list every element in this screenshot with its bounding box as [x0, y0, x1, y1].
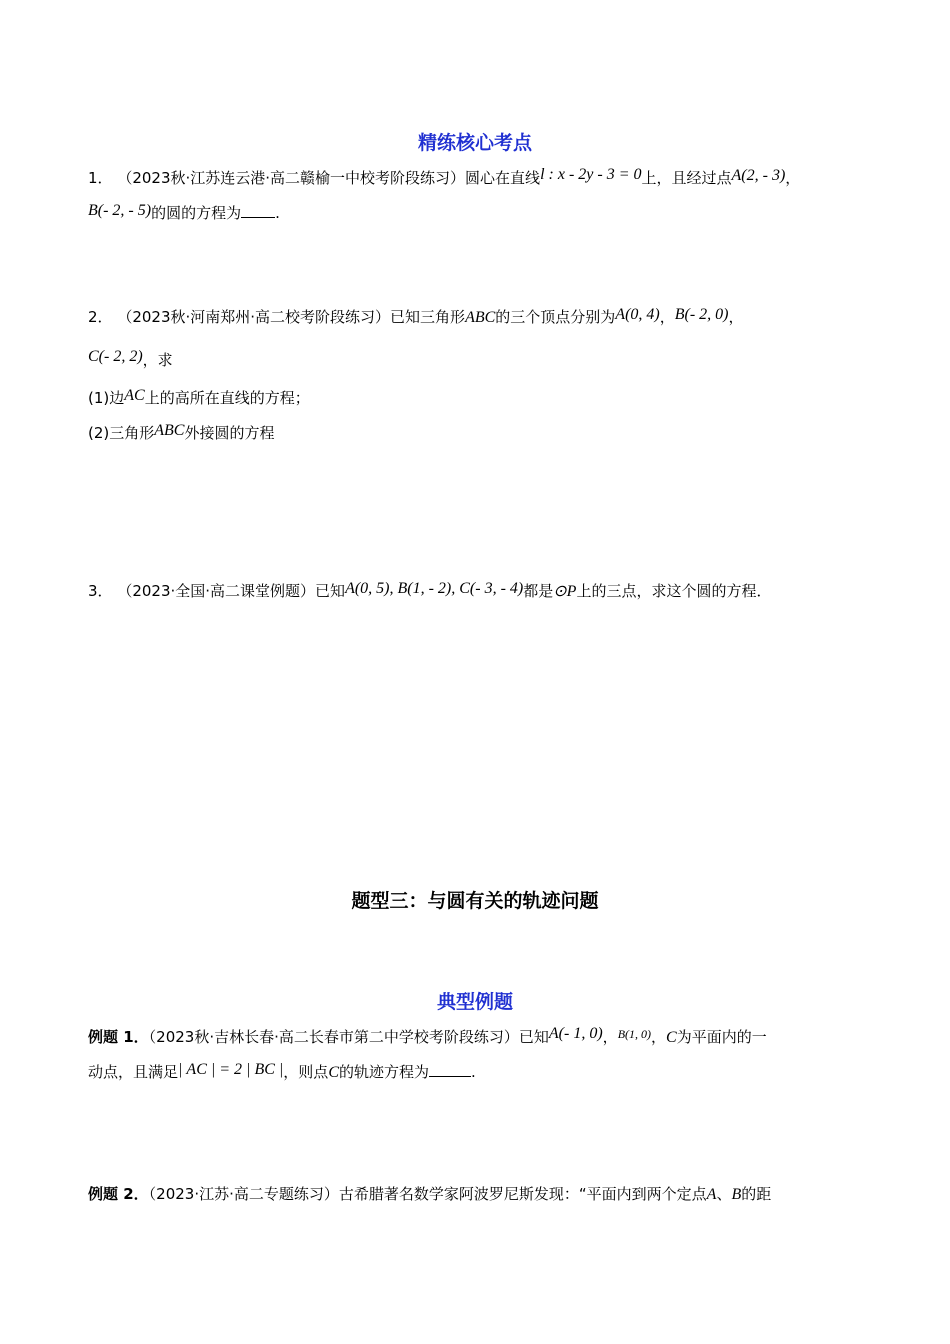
- question-2-point-c: C(- 2, 2): [88, 348, 143, 365]
- question-3-points: A(0, 5), B(1, - 2), C(- 3, - 4): [345, 580, 524, 597]
- question-2-part-1-b: 上的高所在直线的方程；: [144, 389, 310, 407]
- question-1-end: .: [275, 204, 280, 222]
- question-2-part-1: [88, 388, 310, 409]
- example-1-label: 例题 1．: [88, 1028, 149, 1046]
- question-2-line-1: [88, 307, 744, 328]
- question-2-sep-1: ，: [659, 308, 675, 326]
- section-heading-type-3: 题型三：与圆有关的轨迹问题: [351, 890, 599, 912]
- question-1-text-a: 圆心在直线: [465, 169, 541, 187]
- example-1-text-d: ，则点: [283, 1063, 329, 1081]
- question-1-number: 1．: [88, 169, 113, 187]
- question-2-source: （2023秋·河南郑州·高二校考阶段练习）: [117, 308, 391, 326]
- question-1-text-b: 上，且经过点: [641, 169, 732, 187]
- question-2-part-2-abc: ABC: [154, 422, 185, 439]
- example-1-text-b: 为平面内的一: [676, 1028, 767, 1046]
- example-2-text-a: 古希腊著名数学家阿波罗尼斯发现：“平面内到两个定点: [338, 1185, 707, 1203]
- question-2-line-2: [88, 350, 173, 371]
- question-2-part-1-a: (1)边: [88, 389, 125, 407]
- question-2-part-1-ac: AC: [124, 387, 145, 404]
- question-2-text-b: 的三个顶点分别为: [495, 308, 616, 326]
- question-1-answer-blank: [241, 205, 275, 218]
- question-1-point-b: B(- 2, - 5): [88, 202, 152, 219]
- example-2-point-b: B: [731, 1186, 742, 1203]
- example-1-sep-2: ，: [651, 1028, 667, 1046]
- question-2-text-c: ，求: [142, 351, 173, 369]
- example-2-sep: 、: [716, 1185, 732, 1203]
- question-2-point-a: A(0, 4): [615, 306, 660, 323]
- question-2-part-2-b: 外接圆的方程: [184, 424, 275, 442]
- example-1-point-a: A(- 1, 0): [548, 1025, 603, 1042]
- example-1-source: （2023秋·吉林长春·高二长春市第二中学校考阶段练习）: [148, 1028, 519, 1046]
- question-1-source: （2023秋·江苏连云港·高二赣榆一中校考阶段练习）: [117, 169, 466, 187]
- example-2-point-a: A: [706, 1186, 717, 1203]
- question-2-triangle: ABC: [465, 309, 496, 326]
- question-3-circle: ⊙P: [553, 583, 577, 600]
- example-2-line-1: [88, 1184, 771, 1205]
- example-1-point-c: C: [666, 1029, 677, 1046]
- question-3-line-1: [88, 581, 771, 602]
- section-heading-core: 精练核心考点: [417, 132, 532, 154]
- question-1-point-a: A(2, - 3): [731, 167, 786, 184]
- question-1-line-equation: l : x - 2y - 3 = 0: [540, 166, 642, 183]
- question-1-line-1: [88, 168, 800, 189]
- question-2-sep-2: ，: [728, 308, 744, 326]
- question-2-point-b: B(- 2, 0): [674, 306, 729, 323]
- example-1-condition: | AC | = 2 | BC |: [178, 1061, 284, 1078]
- question-3-text-b: 都是: [523, 582, 554, 600]
- example-1-sep: ，: [602, 1028, 618, 1046]
- example-1-answer-blank: [429, 1064, 471, 1077]
- question-2-text-a: 已知三角形: [390, 308, 466, 326]
- question-3-text-c: 上的三点，求这个圆的方程．: [576, 582, 772, 600]
- question-1-text-c: 的圆的方程为: [151, 204, 242, 222]
- question-2-number: 2．: [88, 308, 113, 326]
- example-1-end: .: [471, 1063, 476, 1081]
- question-3-text-a: 已知: [315, 582, 346, 600]
- example-1-line-2: [88, 1062, 476, 1083]
- example-1-text-a: 已知: [518, 1028, 549, 1046]
- question-1-line-2: [88, 203, 280, 224]
- example-1-line-1: [88, 1027, 767, 1048]
- example-1-point-b: B(1, 0): [617, 1027, 652, 1041]
- example-1-text-c: 动点，且满足: [88, 1063, 179, 1081]
- example-2-text-b: 的距: [741, 1185, 772, 1203]
- question-3-number: 3．: [88, 582, 113, 600]
- section-heading-examples: 典型例题: [436, 991, 513, 1013]
- question-2-part-2: [88, 423, 274, 444]
- question-3-source: （2023·全国·高二课堂例题）: [117, 582, 316, 600]
- example-1-point-c-2: C: [328, 1064, 339, 1081]
- example-2-label: 例题 2．: [88, 1185, 149, 1203]
- question-1-comma: ，: [785, 169, 801, 187]
- example-2-source: （2023·江苏·高二专题练习）: [148, 1185, 339, 1203]
- example-1-text-e: 的轨迹方程为: [338, 1063, 429, 1081]
- question-2-part-2-a: (2)三角形: [88, 424, 155, 442]
